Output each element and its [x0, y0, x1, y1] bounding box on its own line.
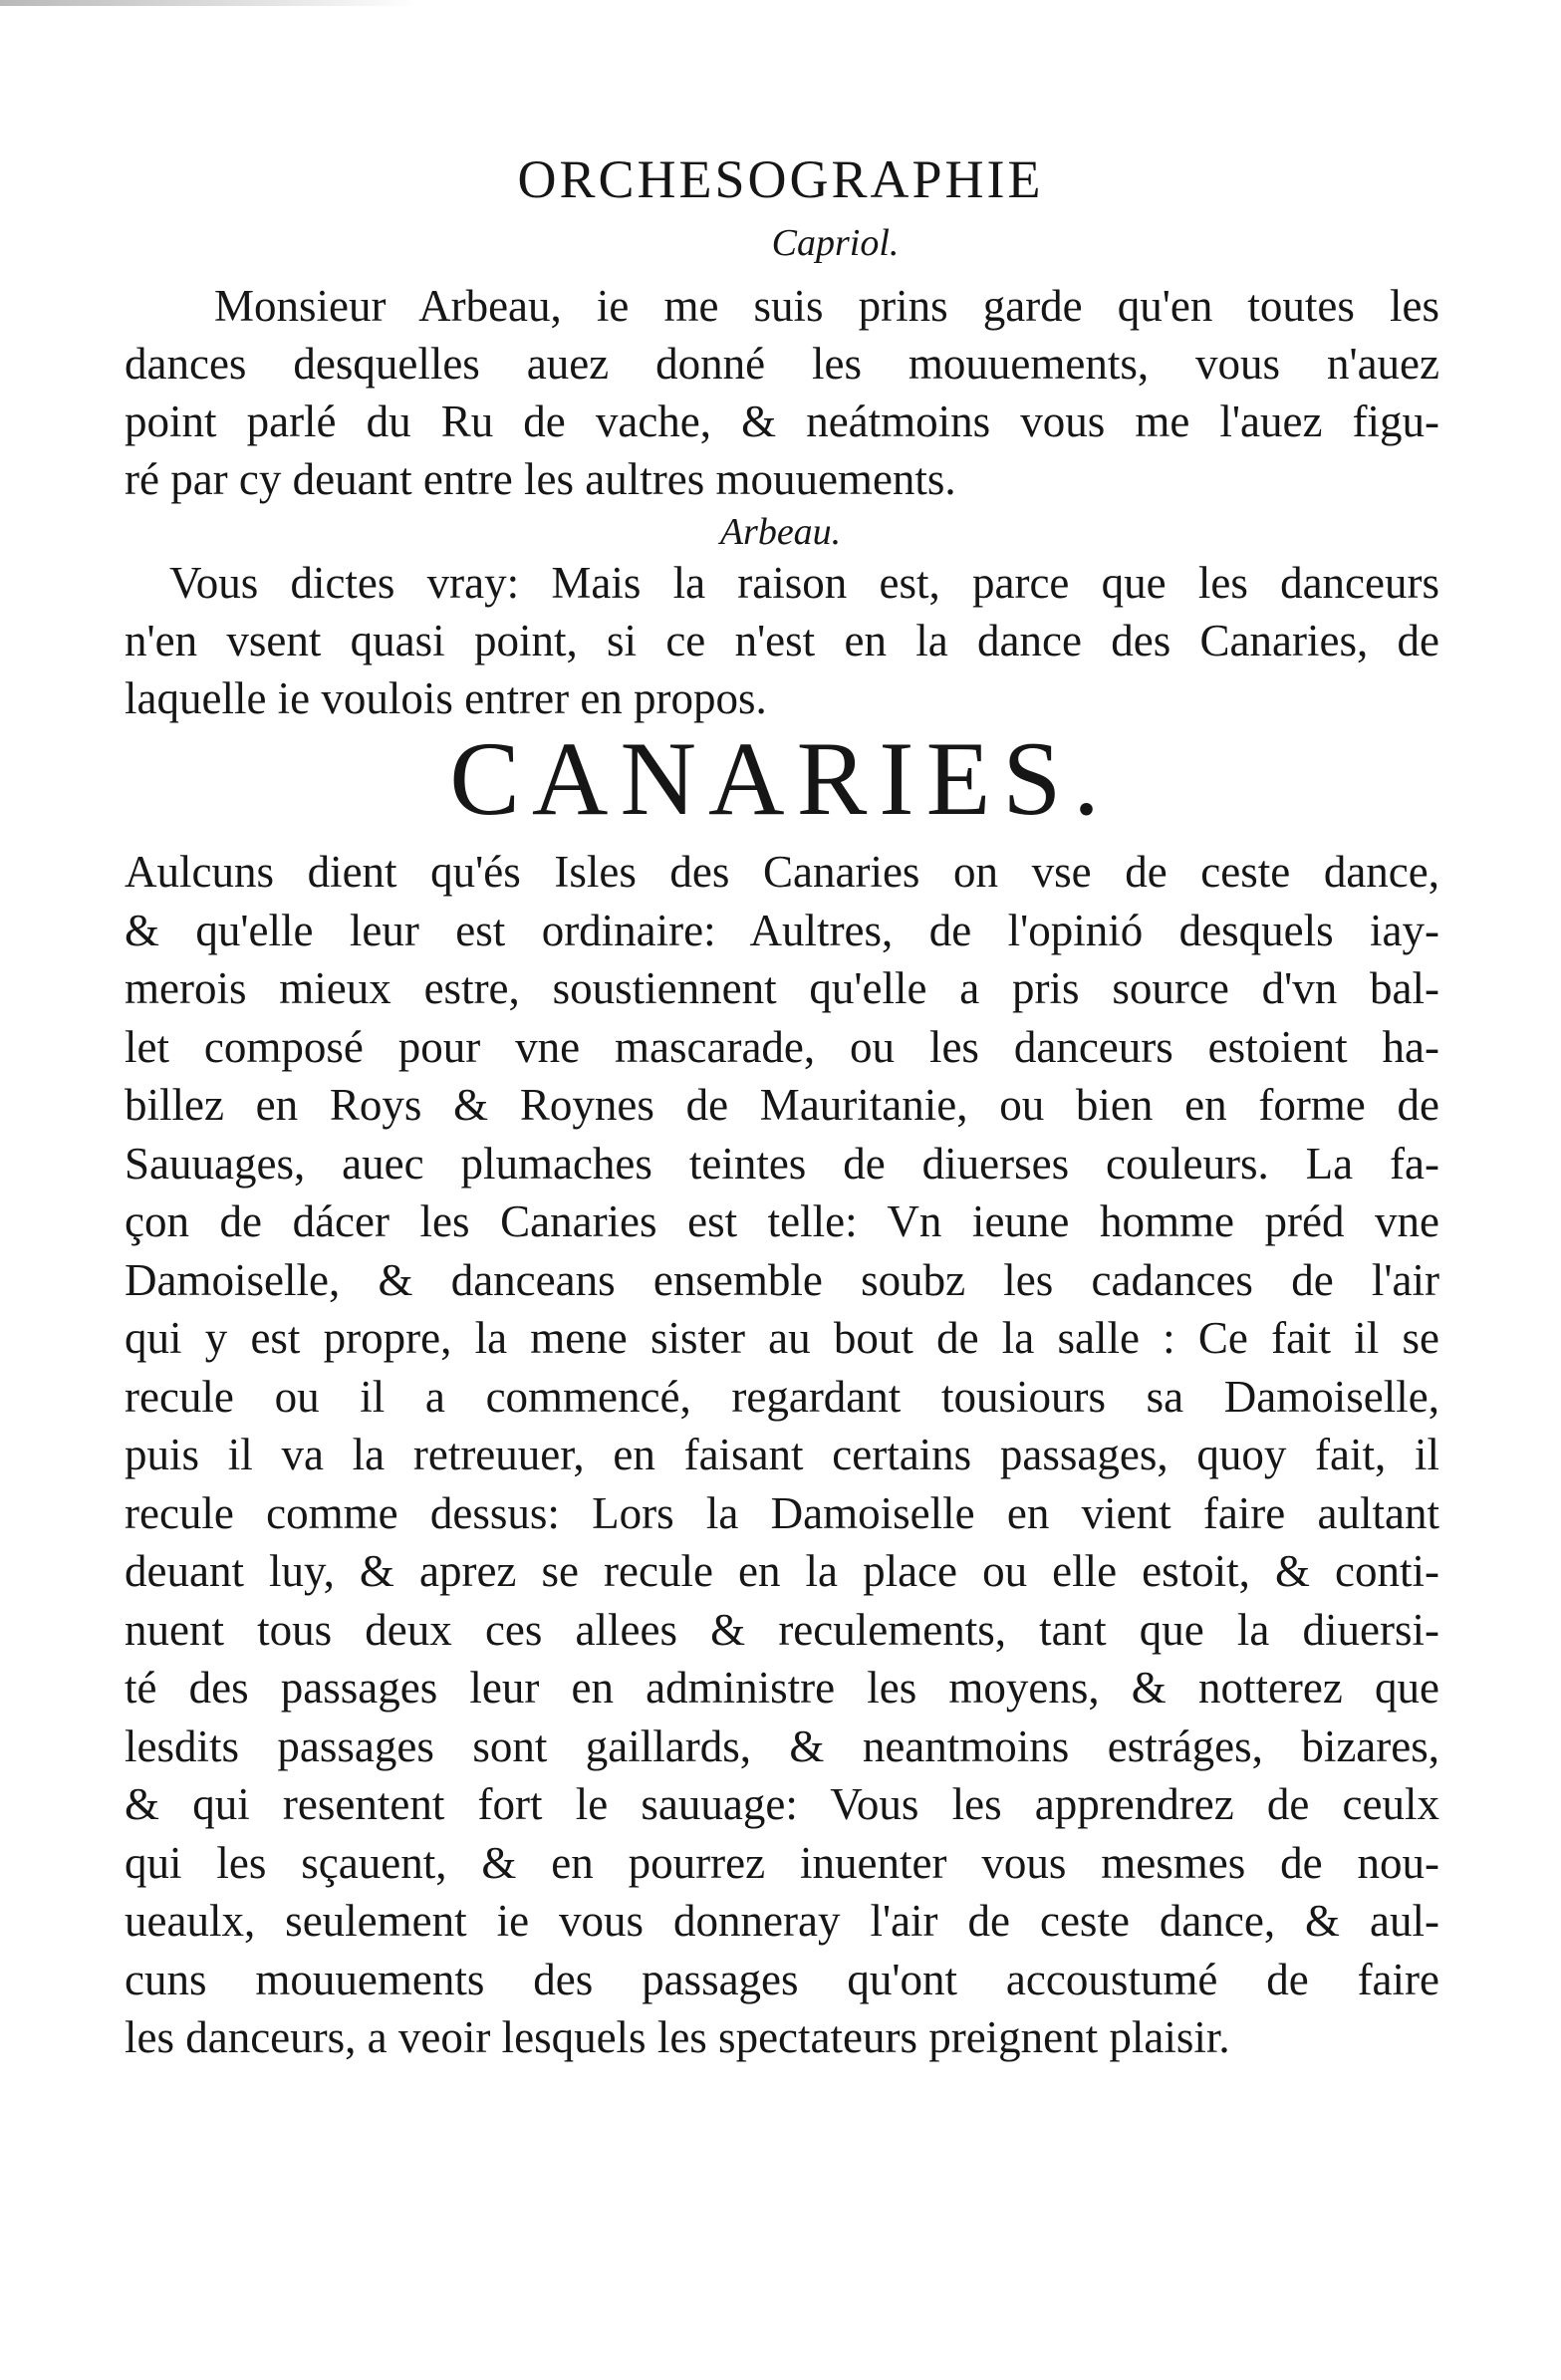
text-line: ueaulx, seulement ie vous donneray l'air de ceste dance, & aul- [125, 1896, 1439, 1946]
text-line: billez en Roys & Roynes de Mauritanie, ou bien en forme de [125, 1080, 1439, 1130]
text-line: & qui resentent fort le sauuage: Vous les apprendrez de ceulx [125, 1779, 1439, 1829]
text-line: let composé pour vne mascarade, ou les danceurs estoient ha- [125, 1021, 1439, 1072]
text-line: Damoiselle, & danceans ensemble soubz les cadances de l'air [125, 1254, 1439, 1305]
text-line: Aulcuns dient qu'és Isles des Canaries on vse de ceste dance, [125, 847, 1439, 897]
text-line: nuent tous deux ces allees & reculements, tant que la diuersi- [125, 1604, 1439, 1655]
speaker-label-arbeau: Arbeau. [719, 511, 842, 553]
text-line: deuant luy, & aprez se recule en la place ou elle estoit, & conti- [125, 1546, 1439, 1596]
text-line: n'en vsent quasi point, si ce n'est en la dance des Canaries, de [125, 616, 1439, 665]
text-line: recule comme dessus: Lors la Damoiselle en vient faire aultant [125, 1487, 1439, 1538]
text-line: puis il va la retreuuer, en faisant certains passages, quoy fait, il [125, 1430, 1439, 1479]
text-line: Vous dictes vray: Mais la raison est, parce que les danceurs [169, 558, 1439, 608]
text-line: les danceurs, a veoir lesquels les spectateurs preignent plaisir. [125, 2012, 1230, 2062]
text-line: qui les sçauent, & en pourrez inuenter vous mesmes de nou- [125, 1837, 1439, 1888]
paragraph-canaries [125, 843, 1439, 2067]
text-line: ré par cy deuant entre les aultres mouuements. [125, 454, 956, 504]
text-line: qui y est propre, la mene sister au bout de la salle : Ce fait il se [125, 1313, 1439, 1363]
text-line: dances desquelles auez donné les mouuements, vous n'auez [125, 339, 1439, 389]
text-line: recule ou il a commencé, regardant tousiours sa Damoiselle, [125, 1371, 1439, 1422]
text-line: cuns mouuements des passages qu'ont accoustumé de faire [125, 1954, 1439, 2004]
text-line: çon de dácer les Canaries est telle: Vn ieune homme préd vne [125, 1196, 1439, 1246]
text-line: Sauuages, auec plumaches teintes de diuerses couleurs. La fa- [125, 1138, 1439, 1189]
running-head: ORCHESOGRAPHIE [517, 149, 1044, 209]
text-line: merois mieux estre, soustiennent qu'elle a pris source d'vn bal- [125, 963, 1439, 1013]
text-line: té des passages leur en administre les moyens, & notterez que [125, 1663, 1439, 1713]
scan-edge-shadow [0, 0, 418, 6]
text-line: point parlé du Ru de vache, & neátmoins vous me l'auez figu- [125, 397, 1439, 446]
paragraph-capriol [125, 277, 1439, 508]
text-line: Monsieur Arbeau, ie me suis prins garde qu'en toutes les [214, 281, 1439, 331]
speaker-label-capriol: Capriol. [771, 222, 900, 264]
text-line: & qu'elle leur est ordinaire: Aultres, de l'opinió desquels iay- [125, 905, 1439, 955]
section-heading: CANARIES. [449, 720, 1112, 837]
text-line: laquelle ie voulois entrer en propos. [125, 673, 767, 723]
text-line: lesdits passages sont gaillards, & neantmoins estráges, bizares, [125, 1720, 1439, 1771]
paragraph-arbeau [125, 554, 1439, 727]
